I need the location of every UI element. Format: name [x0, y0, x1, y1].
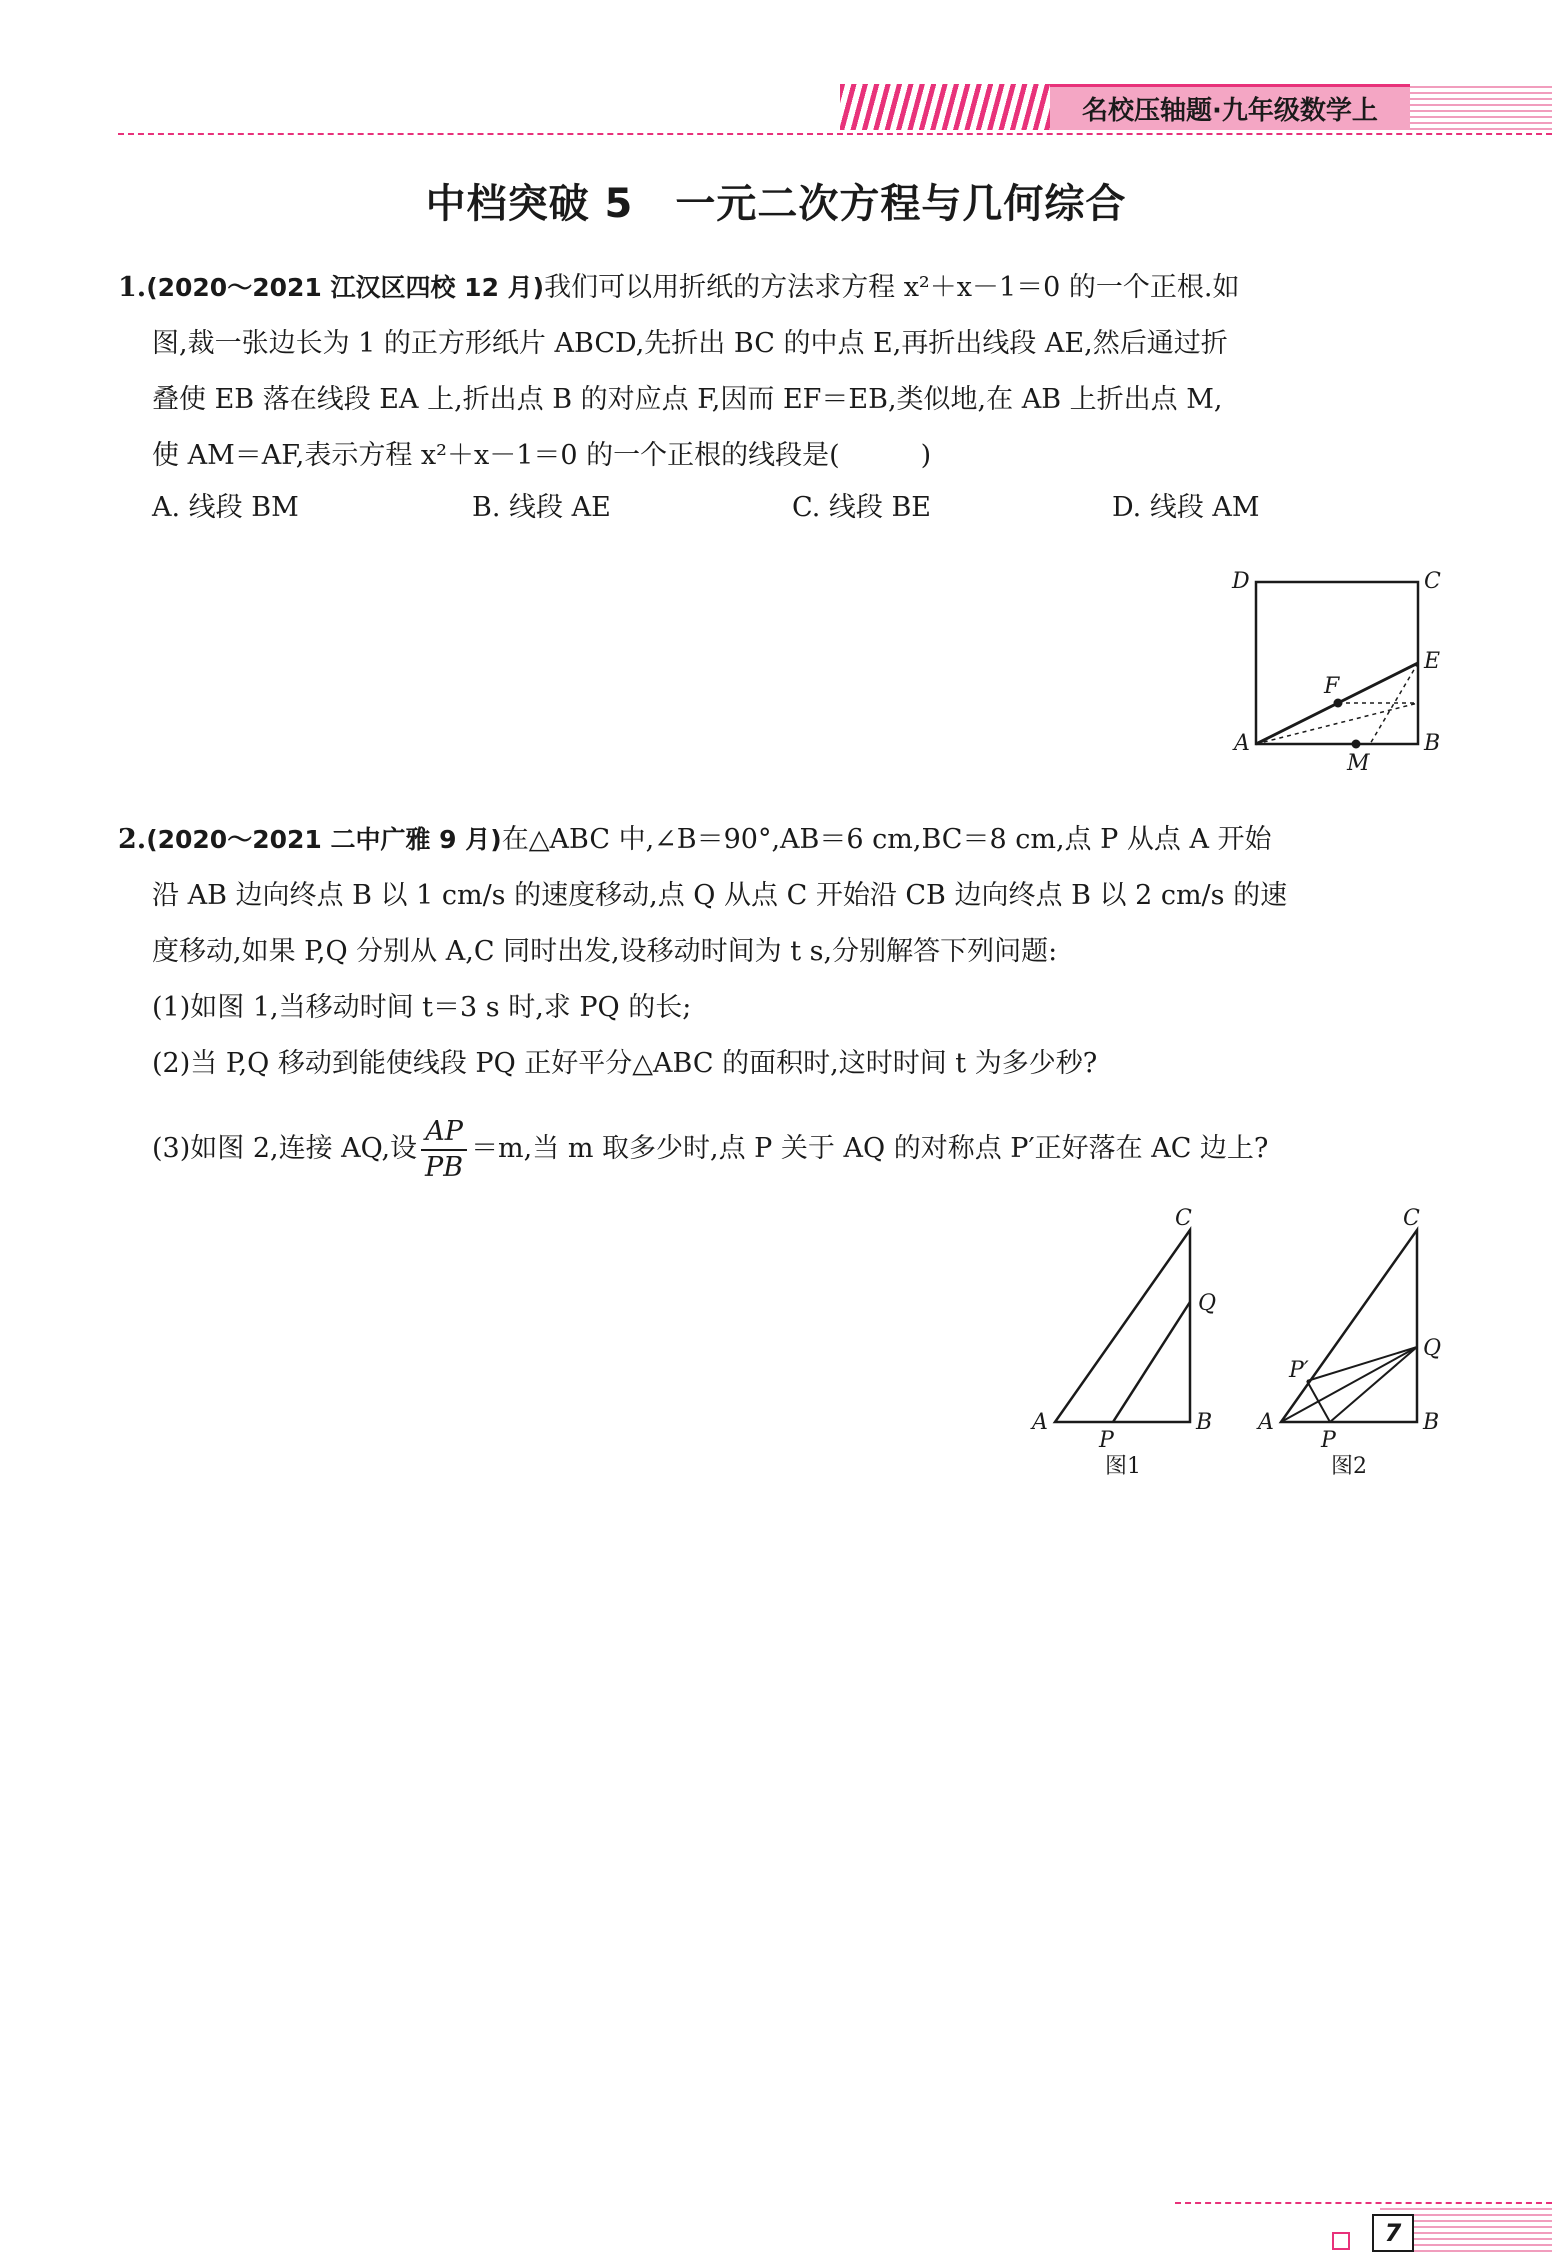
fig1-label-c: C: [1175, 1206, 1192, 1231]
fig2-label-a: A: [1258, 1410, 1274, 1435]
fraction-numerator: AP: [421, 1115, 467, 1151]
q2-figure-2: [1255, 1205, 1455, 1485]
footer-square-icon: [1332, 2232, 1350, 2250]
segment-pp-prime: [1307, 1381, 1330, 1422]
fig2-label-p-prime: P′: [1289, 1358, 1309, 1383]
label-m: M: [1347, 751, 1370, 776]
q2-sub-1: (1)如图 1,当移动时间 t＝3 s 时,求 PQ 的长;: [152, 992, 692, 1023]
q1-line-3: 叠使 EB 落在线段 EA 上,折出点 B 的对应点 F,因而 EF＝EB,类似地,在 AB 上折出点 M,: [152, 384, 1223, 415]
q2-line-1: 在△ABC 中,∠B＝90°,AB＝6 cm,BC＝8 cm,点 P 从点 A 开始: [501, 824, 1272, 855]
triangle-abc-1: [1055, 1230, 1190, 1422]
fig1-label-q: Q: [1198, 1291, 1217, 1316]
label-b: B: [1424, 731, 1441, 756]
triangle-abc-2: [1281, 1230, 1417, 1422]
q1-square-figure: [1220, 560, 1450, 780]
point-m: [1352, 740, 1361, 749]
q1-option-c[interactable]: C. 线段 BE: [792, 492, 931, 523]
fig1-label-a: A: [1032, 1410, 1048, 1435]
footer-divider: [1175, 2202, 1552, 2204]
q1-line-2: 图,裁一张边长为 1 的正方形纸片 ABCD,先折出 BC 的中点 E,再折出线段 AE,然后通过折: [152, 328, 1228, 359]
q2-line-2: 沿 AB 边向终点 B 以 1 cm/s 的速度移动,点 Q 从点 C 开始沿 CB 边向终点 B 以 2 cm/s 的速: [152, 880, 1288, 911]
fig1-caption: 图1: [1105, 1454, 1141, 1479]
q2-number: 2.: [118, 824, 147, 855]
fig2-label-q: Q: [1423, 1336, 1442, 1361]
q1-option-a[interactable]: A. 线段 BM: [152, 492, 299, 523]
q2-figure-1: [1025, 1205, 1225, 1485]
q2-sub-3: [152, 1104, 1268, 1194]
square-abcd: [1256, 582, 1418, 744]
title-topic: 一元二次方程与几何综合: [675, 181, 1127, 227]
q2-sub-2: (2)当 P,Q 移动到能使线段 PQ 正好平分△ABC 的面积时,这时时间 t 为多少秒?: [152, 1048, 1098, 1079]
q1-line-1: 我们可以用折纸的方法求方程 x²＋x－1＝0 的一个正根.如: [544, 272, 1240, 303]
page-number: 7: [1372, 2214, 1414, 2252]
q2-sub-3-post: ＝m,当 m 取多少时,点 P 关于 AQ 的对称点 P′正好落在 AC 边上?: [471, 1133, 1269, 1164]
label-a: A: [1234, 731, 1250, 756]
label-c: C: [1424, 569, 1441, 594]
q2-line-3: 度移动,如果 P,Q 分别从 A,C 同时出发,设移动时间为 t s,分别解答下列问题:: [152, 936, 1058, 967]
fig2-caption: 图2: [1331, 1454, 1367, 1479]
question-2: [118, 812, 1448, 1092]
q1-line-4: 使 AM＝AF,表示方程 x²＋x－1＝0 的一个正根的线段是( ): [152, 440, 932, 471]
header-stripes: [840, 84, 1050, 130]
fig2-label-b: B: [1423, 1410, 1440, 1435]
q1-number: 1.: [118, 272, 147, 303]
fig2-label-c: C: [1403, 1206, 1420, 1231]
header-divider: [118, 133, 1552, 135]
header-tail-stripes: [1410, 84, 1552, 130]
question-1: [118, 260, 1448, 484]
title-section: 中档突破 5: [425, 181, 634, 227]
series-title: 名校压轴题·九年级数学上: [1050, 84, 1410, 130]
fig1-label-b: B: [1196, 1410, 1213, 1435]
fraction-ap-pb: [421, 1115, 467, 1185]
fig1-label-p: P: [1099, 1428, 1114, 1453]
q1-source: (2020～2021 江汉区四校 12 月): [146, 273, 545, 302]
label-e: E: [1424, 649, 1441, 674]
q2-sub-3-pre: (3)如图 2,连接 AQ,设: [152, 1133, 418, 1164]
q1-option-b[interactable]: B. 线段 AE: [472, 492, 611, 523]
segment-pq-1: [1113, 1302, 1190, 1422]
q1-option-d[interactable]: D. 线段 AM: [1112, 492, 1260, 523]
page-title: [0, 172, 1552, 229]
fig2-label-p: P: [1321, 1428, 1336, 1453]
fold-line-a: [1256, 703, 1418, 744]
label-d: D: [1232, 569, 1250, 594]
q1-options: [152, 480, 1452, 536]
q2-source: (2020～2021 二中广雅 9 月): [146, 825, 502, 854]
segment-pq-2: [1330, 1347, 1417, 1422]
fraction-denominator: PB: [425, 1151, 464, 1183]
label-f: F: [1324, 674, 1340, 699]
point-f: [1334, 699, 1343, 708]
